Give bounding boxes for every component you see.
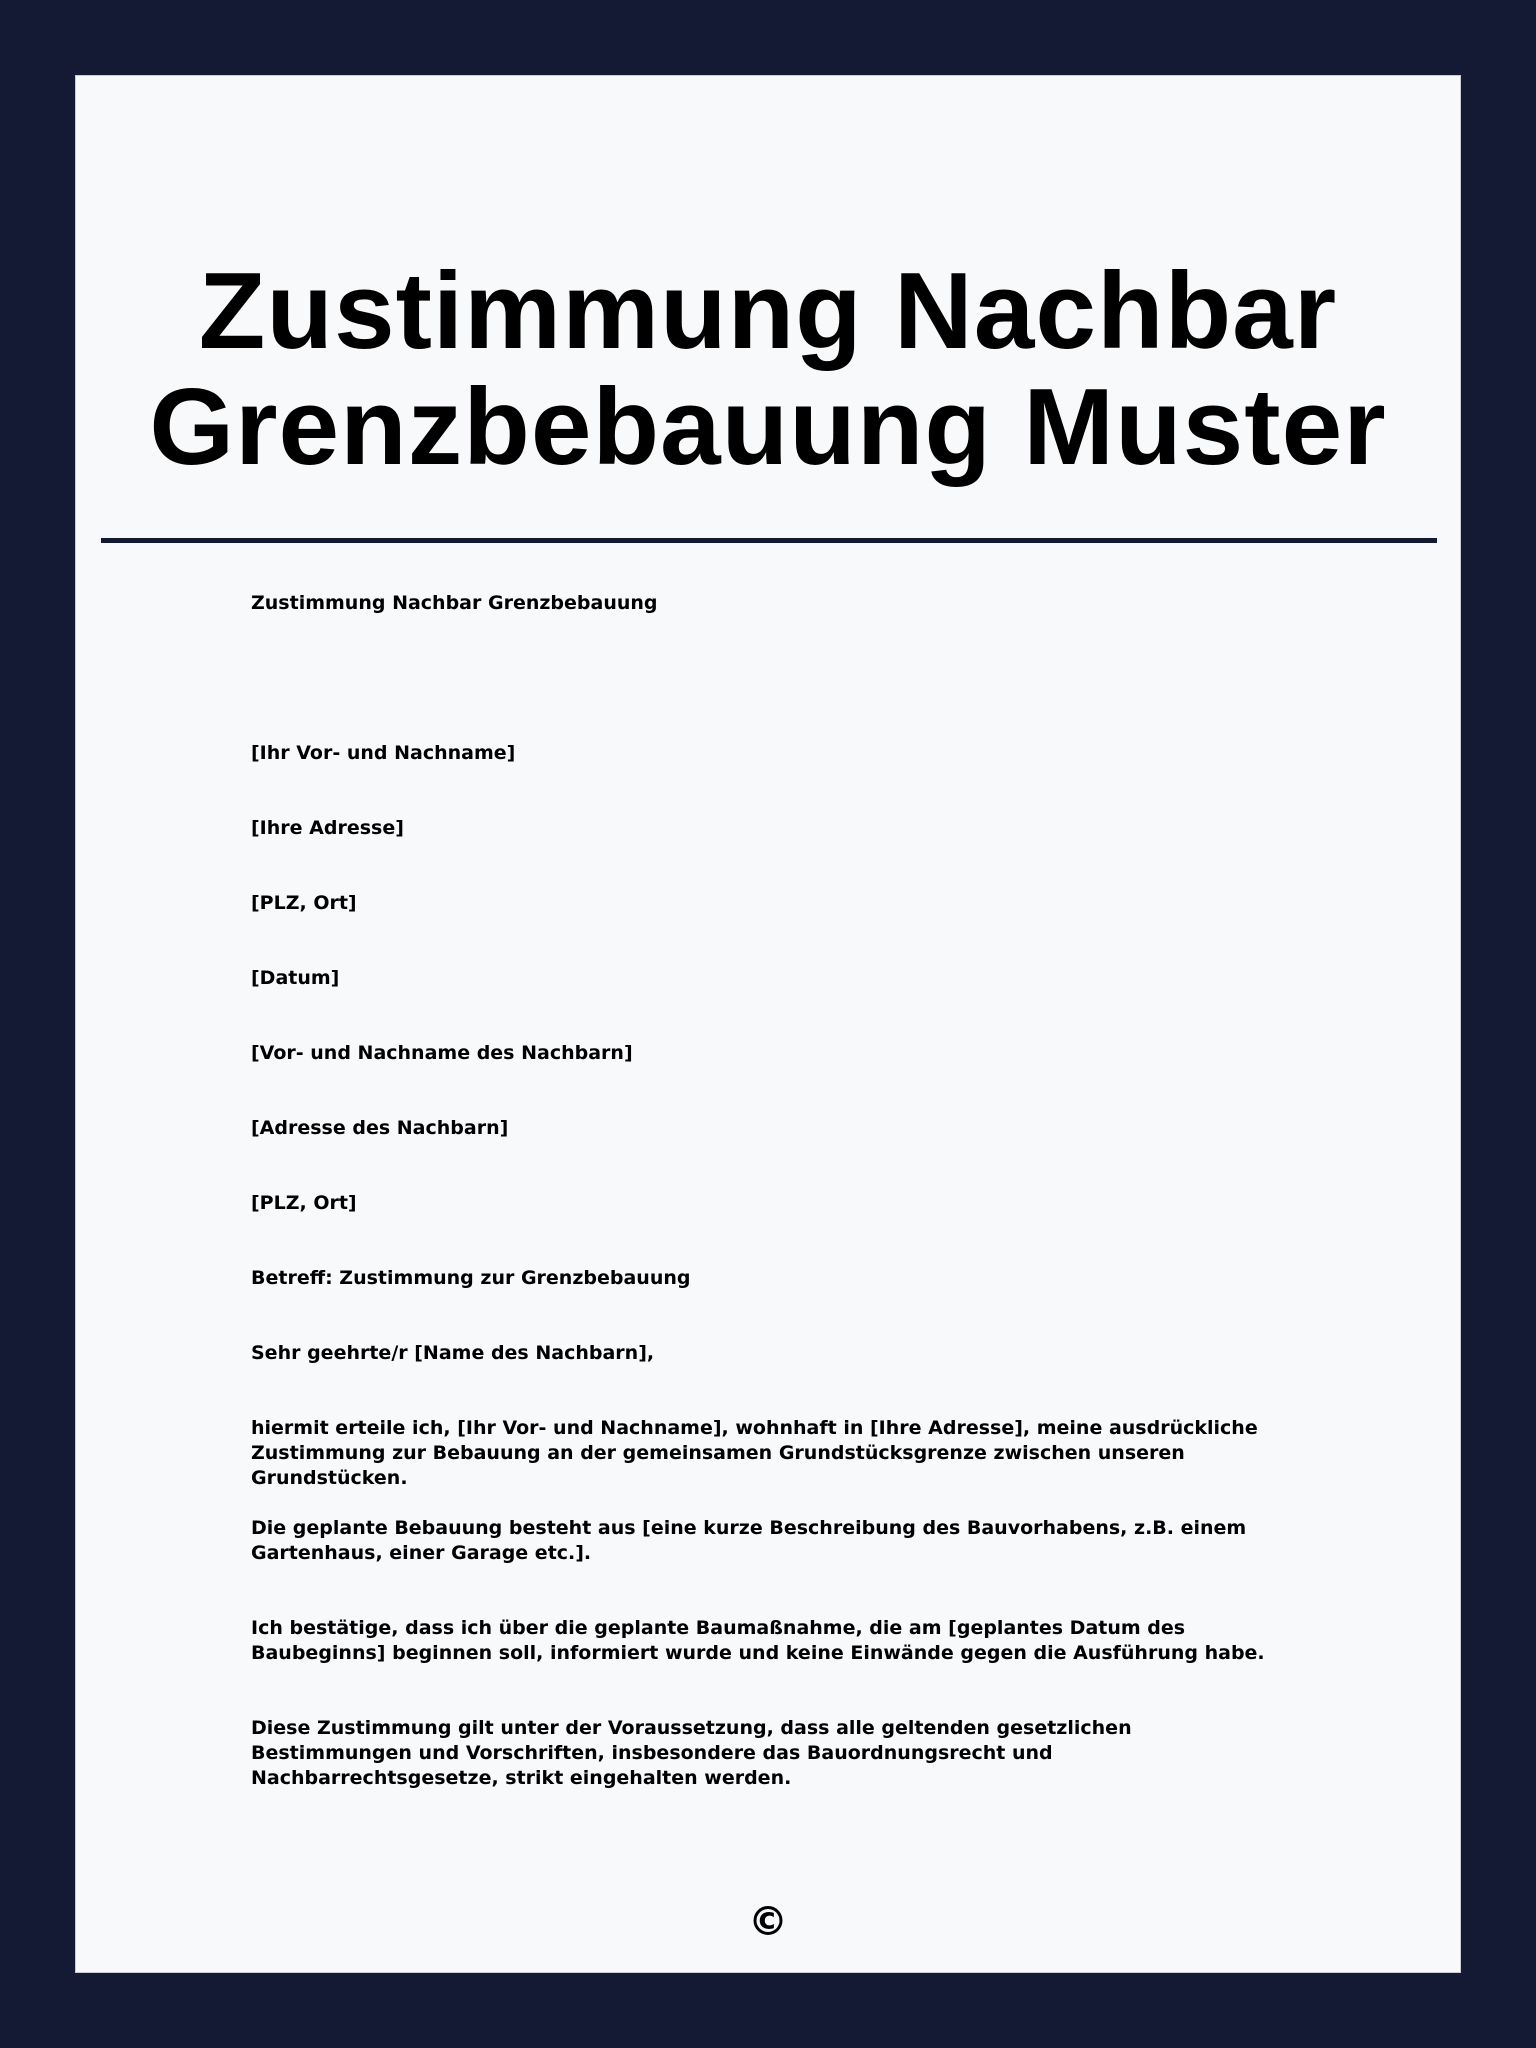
sender-address: [Ihre Adresse] [251,817,404,839]
document-page [75,75,1461,1973]
letter-subject: Betreff: Zustimmung zur Grenzbebauung [251,1267,691,1289]
document-title [76,250,1460,488]
copyright-icon: © [748,1899,788,1945]
letter-salutation: Sehr geehrte/r [Name des Nachbarn], [251,1342,655,1364]
title-divider [101,538,1437,543]
title-line-1: Zustimmung Nachbar [198,250,1338,372]
body-paragraph: hiermit erteile ich, [Ihr Vor- und Nachname], wohnhaft in [Ihre Adresse], meine ausdrückliche Zustimmung zur Bebauung an der gemeinsamen Grundstücksgrenze zwischen unseren Grundstücken. [251,1417,1258,1489]
body-paragraph: Die geplante Bebauung besteht aus [eine kurze Beschreibung des Bauvorhabens, z.B. einem Gartenhaus, einer Garage etc.]. [251,1517,1247,1564]
recipient-address: [Adresse des Nachbarn] [251,1117,509,1139]
recipient-city: [PLZ, Ort] [251,1192,357,1214]
letter-date: [Datum] [251,967,340,989]
title-line-2: Grenzbebauung Muster [149,366,1387,488]
recipient-name: [Vor- und Nachname des Nachbarn] [251,1042,633,1064]
body-paragraph: Ich bestätige, dass ich über die geplante Baumaßnahme, die am [geplantes Datum des Baubeginns] beginnen soll, informiert wurde und keine Einwände gegen die Ausführung habe. [251,1617,1265,1664]
sender-name: [Ihr Vor- und Nachname] [251,742,516,764]
letter-heading: Zustimmung Nachbar Grenzbebauung [251,592,658,614]
sender-city: [PLZ, Ort] [251,892,357,914]
body-paragraph: Diese Zustimmung gilt unter der Voraussetzung, dass alle geltenden gesetzlichen Bestimmungen und Vorschriften, insbesondere das Bauordnungsrecht und Nachbarrechtsgesetze, strikt eingehalten werden. [251,1717,1132,1789]
